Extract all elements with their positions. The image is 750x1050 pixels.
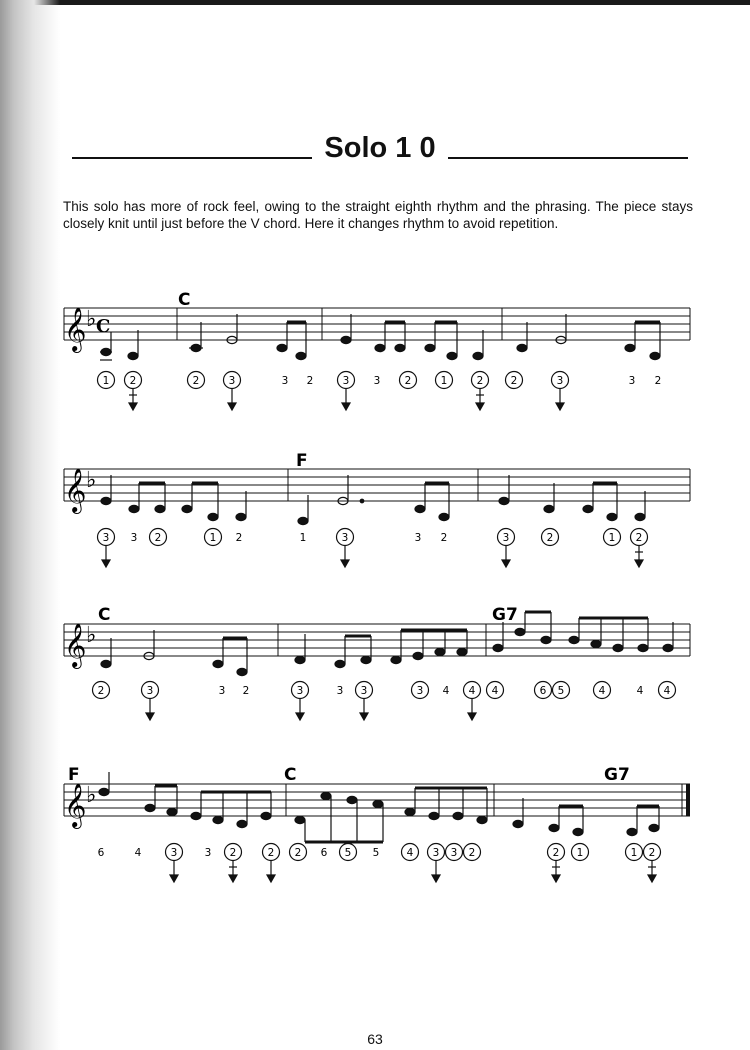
svg-text:3: 3 bbox=[228, 375, 236, 387]
svg-text:3: 3 bbox=[170, 847, 178, 859]
svg-text:2: 2 bbox=[546, 532, 554, 544]
chord-label: G7 bbox=[492, 605, 518, 625]
intro-paragraph: This solo has more of rock feel, owing to the straight eighth rhythm and the phrasing. The piece stays closely knit until just before the V chord. Here it changes rhythm to avoid repetition. bbox=[63, 199, 693, 231]
shift-arrows-system-4 bbox=[170, 861, 656, 882]
chord-label: G7 bbox=[604, 765, 630, 785]
svg-text:2: 2 bbox=[476, 375, 484, 387]
flat-key-signature-icon: ♭ bbox=[86, 623, 97, 648]
svg-text:1: 1 bbox=[630, 847, 638, 859]
svg-text:2: 2 bbox=[468, 847, 476, 859]
staff-system-1 bbox=[64, 290, 690, 410]
svg-text:3: 3 bbox=[102, 532, 110, 544]
chord-label: C bbox=[98, 605, 111, 625]
flat-key-signature-icon: ♭ bbox=[86, 783, 97, 808]
svg-text:3: 3 bbox=[360, 685, 368, 697]
staff-system-4 bbox=[64, 765, 690, 882]
svg-text:3: 3 bbox=[342, 375, 350, 387]
svg-text:6: 6 bbox=[539, 685, 547, 697]
notes-system-1 bbox=[100, 314, 660, 360]
svg-text:4: 4 bbox=[406, 847, 414, 859]
treble-clef-icon: 𝄞 bbox=[64, 783, 87, 827]
svg-text:1: 1 bbox=[440, 375, 448, 387]
fingering-circles-system-3 bbox=[93, 682, 676, 699]
fingering-circles-system-1 bbox=[98, 372, 569, 389]
svg-text:3: 3 bbox=[336, 685, 344, 697]
svg-text:2: 2 bbox=[635, 532, 643, 544]
svg-text:2: 2 bbox=[192, 375, 200, 387]
svg-text:3: 3 bbox=[556, 375, 564, 387]
svg-text:4: 4 bbox=[598, 685, 606, 697]
svg-text:1: 1 bbox=[576, 847, 584, 859]
treble-clef-icon: 𝄞 bbox=[64, 623, 87, 667]
chord-label: F bbox=[296, 451, 308, 471]
svg-text:5: 5 bbox=[372, 847, 380, 859]
svg-text:3: 3 bbox=[432, 847, 440, 859]
svg-text:2: 2 bbox=[294, 847, 302, 859]
svg-text:4: 4 bbox=[663, 685, 671, 697]
shift-arrows-system-1 bbox=[129, 389, 564, 410]
svg-text:2: 2 bbox=[267, 847, 275, 859]
notes-system-2 bbox=[101, 475, 645, 525]
svg-text:3: 3 bbox=[416, 685, 424, 697]
svg-text:4: 4 bbox=[468, 685, 476, 697]
treble-clef-icon: 𝄞 bbox=[64, 307, 87, 351]
common-time-icon: C bbox=[96, 316, 111, 337]
svg-text:2: 2 bbox=[552, 847, 560, 859]
final-barline-icon bbox=[686, 784, 690, 816]
svg-text:3: 3 bbox=[628, 375, 636, 387]
shift-arrows-system-2 bbox=[102, 546, 643, 567]
page-number: 63 bbox=[367, 1031, 383, 1047]
svg-text:3: 3 bbox=[218, 685, 226, 697]
svg-text:4: 4 bbox=[134, 847, 142, 859]
svg-text:2: 2 bbox=[306, 375, 314, 387]
svg-text:2: 2 bbox=[235, 532, 243, 544]
svg-text:4: 4 bbox=[636, 685, 644, 697]
svg-text:1: 1 bbox=[102, 375, 110, 387]
svg-text:1: 1 bbox=[608, 532, 616, 544]
svg-text:6: 6 bbox=[97, 847, 105, 859]
fingering-numbers-system-1 bbox=[103, 375, 662, 387]
flat-key-signature-icon: ♭ bbox=[86, 307, 97, 332]
svg-text:2: 2 bbox=[242, 685, 250, 697]
svg-text:2: 2 bbox=[654, 375, 662, 387]
svg-text:3: 3 bbox=[281, 375, 289, 387]
notes-system-4 bbox=[99, 772, 659, 842]
chord-label: C bbox=[284, 765, 297, 785]
notes-system-3 bbox=[101, 612, 673, 676]
svg-text:1: 1 bbox=[209, 532, 217, 544]
svg-text:2: 2 bbox=[229, 847, 237, 859]
svg-text:2: 2 bbox=[404, 375, 412, 387]
svg-text:1: 1 bbox=[299, 532, 307, 544]
chord-label: F bbox=[68, 765, 80, 785]
svg-text:2: 2 bbox=[97, 685, 105, 697]
svg-text:5: 5 bbox=[557, 685, 565, 697]
staff-system-2 bbox=[64, 451, 690, 567]
fingering-numbers-system-3 bbox=[98, 685, 671, 697]
staff-system-3 bbox=[64, 605, 690, 720]
page-title: Solo 1 0 bbox=[324, 132, 436, 164]
svg-text:3: 3 bbox=[341, 532, 349, 544]
svg-text:4: 4 bbox=[442, 685, 450, 697]
svg-text:3: 3 bbox=[204, 847, 212, 859]
fingering-numbers-system-2 bbox=[103, 532, 643, 544]
svg-text:3: 3 bbox=[414, 532, 422, 544]
fingering-circles-system-2 bbox=[98, 529, 648, 546]
svg-text:6: 6 bbox=[320, 847, 328, 859]
svg-text:2: 2 bbox=[154, 532, 162, 544]
svg-text:4: 4 bbox=[491, 685, 499, 697]
svg-text:3: 3 bbox=[146, 685, 154, 697]
svg-text:3: 3 bbox=[450, 847, 458, 859]
flat-key-signature-icon: ♭ bbox=[86, 468, 97, 493]
svg-text:2: 2 bbox=[648, 847, 656, 859]
chord-label: C bbox=[178, 290, 191, 310]
svg-text:3: 3 bbox=[130, 532, 138, 544]
svg-text:2: 2 bbox=[129, 375, 137, 387]
svg-text:3: 3 bbox=[373, 375, 381, 387]
svg-text:5: 5 bbox=[344, 847, 352, 859]
treble-clef-icon: 𝄞 bbox=[64, 468, 87, 512]
svg-text:3: 3 bbox=[502, 532, 510, 544]
svg-text:2: 2 bbox=[440, 532, 448, 544]
svg-text:2: 2 bbox=[510, 375, 518, 387]
shift-arrows-system-3 bbox=[146, 699, 476, 720]
svg-text:3: 3 bbox=[296, 685, 304, 697]
